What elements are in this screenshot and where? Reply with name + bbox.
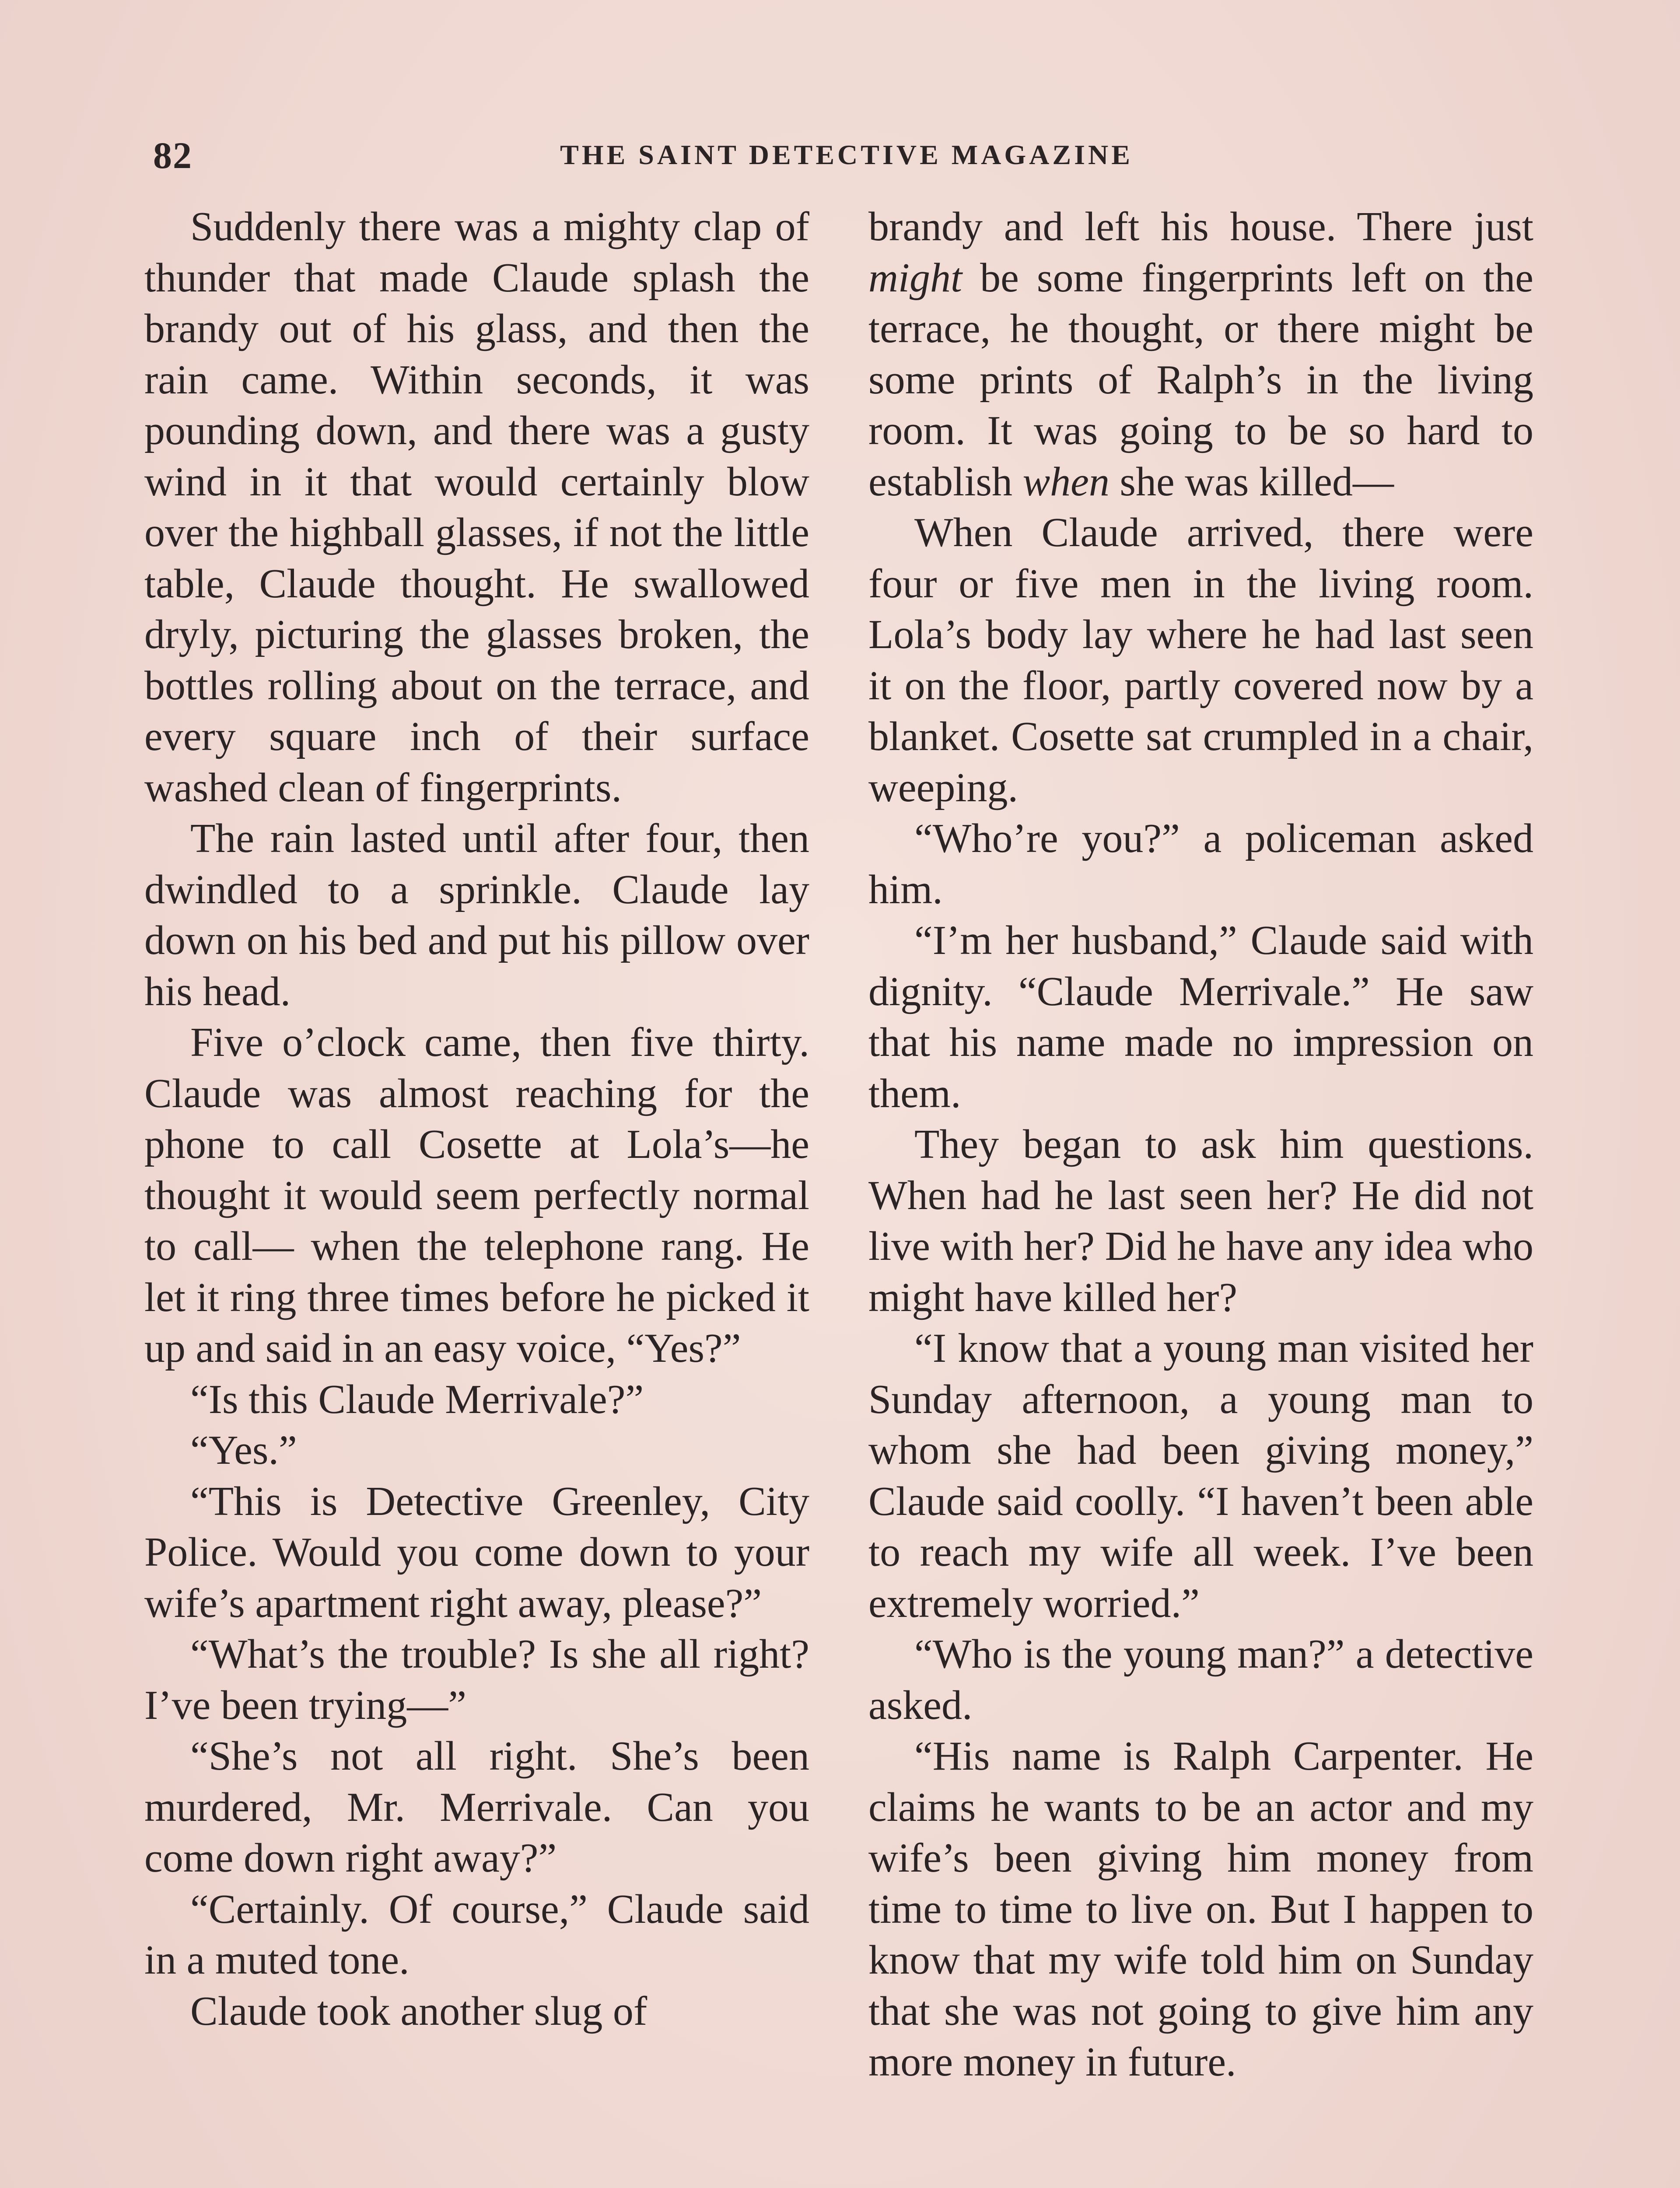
continuation-text: be some fingerprints left on the terrace, he thought, or there might be some prints of Ralph’s in the living room. It was going to be so hard to establish [868,255,1533,505]
paragraph: “Is this Claude Merrivale?” [190,1376,644,1422]
paragraph: “What’s the trouble? Is she all right? I’ve been trying—” [144,1631,809,1728]
paragraph: “Who is the young man?” a detective asked. [868,1631,1533,1728]
page-number: 82 [153,134,192,176]
paragraph: “Yes.” [190,1427,297,1473]
continuation-text: brandy and left his house. There just [868,204,1533,249]
paragraph: “This is Detective Greenley, City Police. Would you come down to your wife’s apartment right away, please?” [144,1478,809,1626]
paragraph: “Who’re you?” a policeman asked him. [868,816,1533,912]
running-head: THE SAINT DETECTIVE MAGAZINE [560,139,1133,170]
paragraph: “I’m her husband,” Claude said with dignity. “Claude Merrivale.” He saw that his name made no impression on them. [868,918,1533,1116]
paragraph: Five o’clock came, then five thirty. Claude was almost reaching for the phone to call Cosette at Lola’s—he thought it would seem perfectly normal to call— when the telephone rang. He let it ring three times before he picked it up and said in an easy voice, “Yes?” [144,1020,809,1371]
emphasis-text: when [1022,459,1110,505]
page-header [149,133,1544,182]
emphasis-text: might [868,255,962,301]
paragraph: The rain lasted until after four, then dwindled to a sprinkle. Claude lay down on his bed and put his pillow over his head. [144,816,809,1014]
paragraph: “I know that a young man visited her Sunday afternoon, a young man to whom she had been giving money,” Claude said coolly. “I haven’t been able to reach my wife all week. I’ve been extremely worried.” [868,1325,1533,1626]
paragraph: Claude took another slug of [190,1988,648,2034]
paragraph: “Certainly. Of course,” Claude said in a muted tone. [144,1886,809,1983]
paragraph: “His name is Ralph Carpenter. He claims he wants to be an actor and my wife’s been giving him money from time to time to live on. But I happen to know that my wife told him on Sunday that she was not going to give him any more money in future. [868,1733,1533,2085]
paragraph: “She’s not all right. She’s been murdered, Mr. Merrivale. Can you come down right away?” [144,1733,809,1881]
continuation-text: she was killed— [1109,459,1394,505]
paragraph: When Claude arrived, there were four or five men in the living room. Lola’s body lay where he had last seen it on the floor, partly covered now by a blanket. Cosette sat crumpled in a chair, weeping. [868,510,1533,810]
left-column [144,201,809,2037]
paragraph: Suddenly there was a mighty clap of thunder that made Claude splash the brandy out of his glass, and then the rain came. Within seconds, it was pounding down, and there was a gusty wind in it that would certainly blow over the highball glasses, if not the little table, Claude thought. He swallowed dryly, picturing the glasses broken, the bottles rolling about on the terrace, and every square inch of their surface washed clean of fingerprints. [144,204,809,810]
right-column [868,201,1533,2088]
paragraph: They began to ask him questions. When had he last seen her? He did not live with her? Did he have any idea who might have killed her? [868,1122,1533,1320]
continuation-paragraph [868,201,1533,507]
